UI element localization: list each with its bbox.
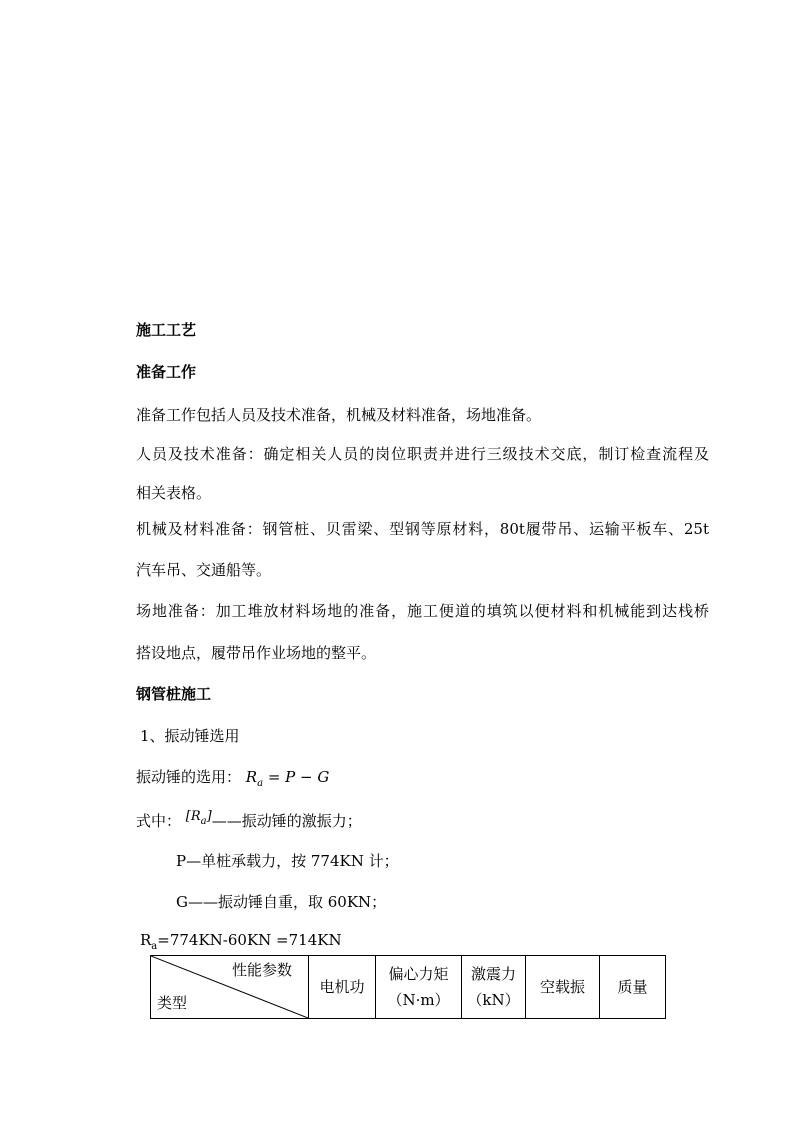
table-corner-cell	[151, 956, 309, 1019]
result-r: R	[140, 931, 152, 949]
paragraph-site-line2: 搭设地点，履带吊作业场地的整平。	[136, 644, 377, 662]
paragraph-preparation-summary: 准备工作包括人员及技术准备，机械及材料准备，场地准备。	[136, 406, 542, 424]
result-line	[140, 931, 342, 956]
corner-label-type: 类型	[157, 994, 188, 1012]
paragraph-site-line1: 场地准备：加工堆放材料场地的准备，施工便道的填筑以便材料和机械能到达栈桥	[136, 602, 709, 620]
section-heading-construction-process: 施工工艺	[136, 321, 197, 339]
hammer-specification-table	[150, 955, 666, 1019]
column-header-eccentric-moment	[376, 956, 462, 1019]
formula-r-subscript: a	[257, 778, 264, 789]
paragraph-personnel-line1: 人员及技术准备：确定相关人员的岗位职责并进行三级技术交底，制订检查流程及	[136, 445, 709, 463]
section-heading-steel-pipe-pile: 钢管桩施工	[136, 685, 212, 703]
where-symbol-subscript: a	[200, 816, 207, 827]
exciting-force-label: 激震力	[470, 965, 516, 983]
section-heading-preparation: 准备工作	[136, 363, 197, 381]
where-label: 式中：	[136, 812, 182, 830]
definition-g: G——振动锤自重，取 60KN；	[176, 893, 387, 911]
column-header-motor-power: 电机功	[309, 956, 376, 1019]
formula-expression: = P − G	[263, 768, 330, 786]
result-value: =774KN-60KN =714KN	[157, 931, 342, 949]
formula-line	[136, 768, 329, 793]
paragraph-machinery-line1: 机械及材料准备：钢管桩、贝雷梁、型钢等原材料，80t履带吊、运输平板车、25t	[136, 520, 709, 538]
eccentric-moment-unit: （N·m）	[387, 991, 450, 1009]
column-header-no-load-amplitude: 空载振	[526, 956, 600, 1019]
where-line	[136, 809, 362, 837]
result-r-subscript: a	[151, 941, 158, 952]
where-symbol-r: [R	[185, 809, 201, 824]
where-symbol	[185, 809, 212, 827]
column-header-exciting-force	[462, 956, 526, 1019]
exciting-force-unit: （kN）	[467, 991, 520, 1009]
where-text: ——振动锤的激振力；	[211, 812, 362, 830]
formula-label: 振动锤的选用：	[136, 768, 242, 786]
column-header-mass: 质量	[600, 956, 666, 1019]
table-header-row	[151, 956, 666, 1019]
list-item-vibratory-hammer: 1、振动锤选用	[140, 727, 240, 745]
formula-r: R	[245, 768, 258, 786]
paragraph-machinery-line2: 汽车吊、交通船等。	[136, 561, 272, 579]
definition-p: P—单桩承载力，按 774KN 计；	[176, 852, 399, 870]
where-symbol-close: ]	[206, 809, 212, 824]
eccentric-moment-label: 偏心力矩	[388, 965, 449, 983]
corner-label-parameters: 性能参数	[231, 961, 292, 979]
paragraph-personnel-line2: 相关表格。	[136, 484, 212, 502]
